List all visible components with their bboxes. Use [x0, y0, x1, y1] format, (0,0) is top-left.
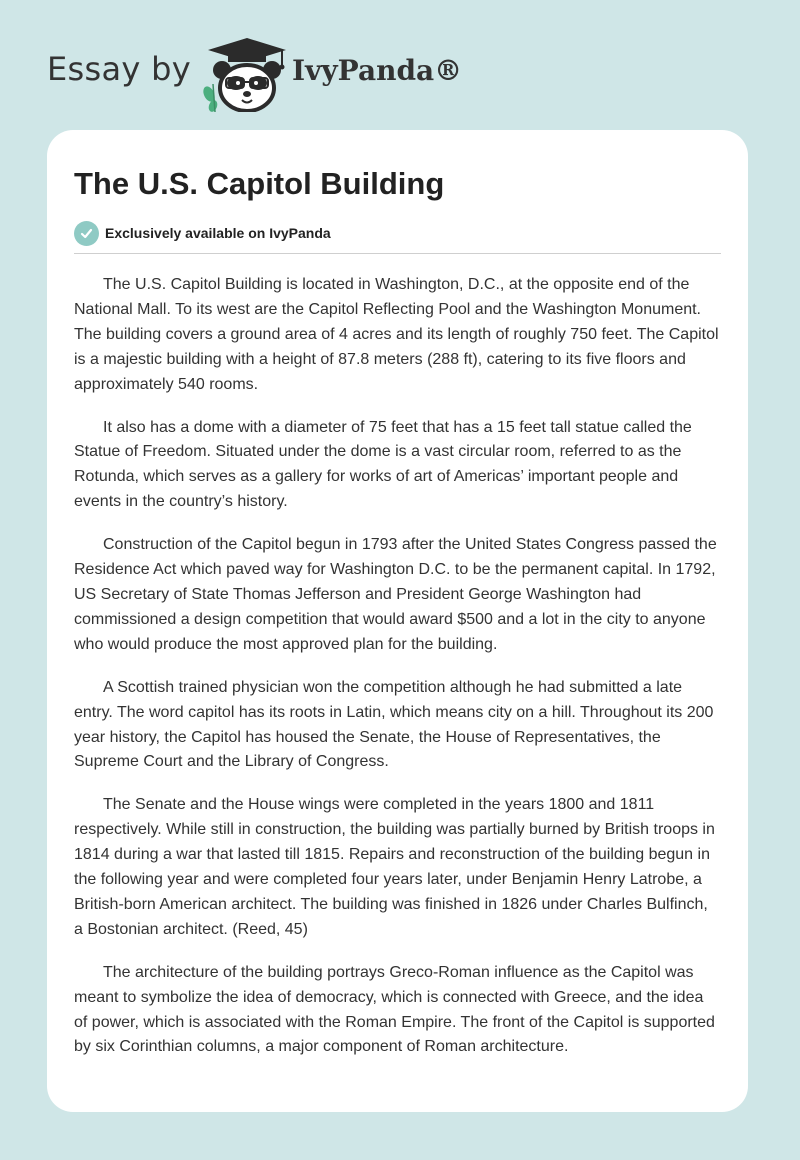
paragraph: The architecture of the building portrays Greco-Roman influence as the Capitol was meant to symbolize the idea of democracy, which is connected with Greece, and the idea of power, which is associated with the Roman Empire. The front of the Capitol is supported by six Corinthian columns, a major component of Roman architecture.: [74, 963, 715, 1056]
site-header: [0, 0, 800, 120]
divider: [74, 253, 721, 254]
check-circle-icon: [74, 221, 99, 246]
paragraph: It also has a dome with a diameter of 75 feet that has a 15 feet tall statue called the Statue of Freedom. Situated under the dome is a vast circular room, referred to as the Rotunda, which serves as a gallery for works of art of Americas’ important people and events in the country’s history.: [74, 418, 692, 511]
paragraph: A Scottish trained physician won the competition although he had submitted a late entry. The word capitol has its roots in Latin, which means city on a hill. Throughout its 200 year history, the Capitol has housed the Senate, the House of Representatives, the Supreme Court and the Library of Congress.: [74, 678, 714, 771]
exclusive-badge-text: Exclusively available on IvyPanda: [105, 225, 331, 241]
essay-card: [47, 130, 748, 1112]
paragraph: Construction of the Capitol begun in 1793 after the United States Congress passed the Residence Act which paved way for Washington D.C. to be the permanent capital. In 1792, US Secretary of State Thomas Jefferson and President George Washington had commissioned a design competition that would award $500 and a lot in the city to anyone who would produce the most approved plan for the building.: [74, 536, 717, 653]
brand-name: IvyPanda®: [292, 54, 463, 87]
page-title: The U.S. Capitol Building: [74, 166, 445, 201]
panda-logo-icon[interactable]: [198, 36, 296, 112]
essay-body: [74, 273, 721, 1060]
exclusive-badge: [74, 220, 721, 246]
paragraph: The Senate and the House wings were completed in the years 1800 and 1811 respectively. While still in construction, the building was partially burned by British troops in 1814 during a war that lasted till 1815. Repairs and reconstruction of the building begun in the following year and were completed four years later, under Benjamin Henry Latrobe, a British-born American architect. The building was finished in 1826 under Charles Bulfinch, a Bostonian architect. (Reed, 45): [74, 796, 715, 938]
paragraph: The U.S. Capitol Building is located in Washington, D.C., at the opposite end of the National Mall. To its west are the Capitol Reflecting Pool and the Washington Monument. The building covers a ground area of 4 acres and its length of roughly 750 feet. The Capitol is a majestic building with a height of 87.8 meters (288 ft), catering to its five floors and approximately 540 rooms.: [74, 276, 719, 393]
brand-prefix: Essay by: [47, 50, 191, 88]
